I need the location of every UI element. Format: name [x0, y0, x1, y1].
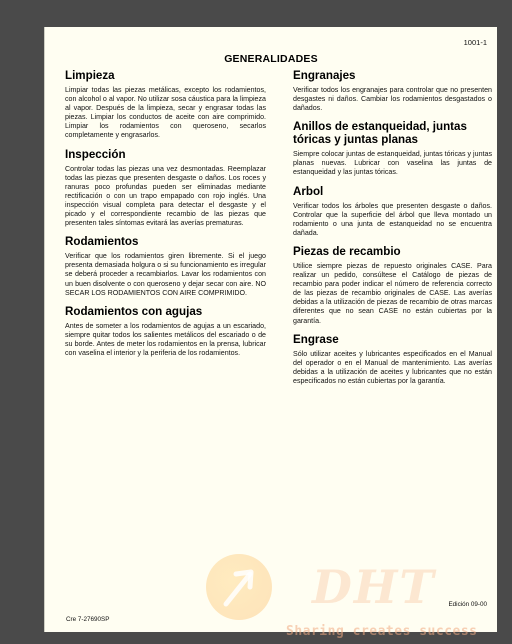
section-rodamientos-agujas	[65, 305, 266, 358]
section-body: Controlar todas las piezas una vez desmontadas. Reemplazar todas las piezas que presenten desgaste o daños. Los roces y ranuras poco profundas pueden ser eliminadas mediante rectificación o con un trapo empapado con rojo inglés. Una inspección visual completa para detectar el desgaste y el picado y el correspondiente recambio de las piezas que presenten tales síntomas evitará las averías prematuras.	[65, 164, 266, 228]
section-heading: Piezas de recambio	[293, 244, 401, 258]
section-body: Antes de someter a los rodamientos de agujas a un escariado, siempre quitar todos los salientes metálicos del escariado o de su borde. Antes de meter los rodamientos en la prensa, lubricar con vaselina el interior y la periferia de los rodamientos.	[65, 321, 266, 357]
document-title: GENERALIDADES	[224, 53, 318, 65]
section-body: Utilice siempre piezas de repuesto originales CASE. Para realizar un pedido, consúltese el Catálogo de piezas de recambio para poder indicar el número de referencia correcto de las piezas de recambio originales de CASE. Las averías debidas a la utilización de piezas de recambio de otras marcas diferentes que no sean CASE no están cubiertas por la garantía.	[293, 261, 492, 325]
section-heading: Inspección	[65, 147, 126, 161]
section-heading: Rodamientos	[65, 235, 139, 249]
section-heading: Engranajes	[293, 69, 356, 82]
section-inspeccion	[65, 148, 266, 229]
watermark-tagline: Sharing creates success	[286, 624, 478, 639]
document-page	[44, 27, 497, 632]
section-heading: Limpieza	[65, 69, 115, 82]
section-body: Siempre colocar juntas de estanqueidad, juntas tóricas y juntas planas nuevas. Lubricar con vaselina las juntas de estanqueidad y las juntas tóricas.	[293, 150, 492, 177]
section-body: Sólo utilizar aceites y lubricantes especificados en el Manual del operador o en el Manual de mantenimiento. Las averías debidas a la utilización de aceites y lubricantes que no están especificados no están cubiertas por la garantía.	[293, 349, 492, 385]
section-body: Verificar todos los árboles que presenten desgaste o daños. Controlar que la superficie del árbol que lleva montado un rodamiento o una junta de estanqueidad no se encuentra dañada.	[293, 201, 492, 237]
section-heading: Rodamientos con agujas	[65, 304, 203, 318]
section-heading: Engrase	[293, 332, 339, 346]
section-engranajes	[293, 69, 492, 113]
section-body: Verificar que los rodamientos giren libremente. Si el juego presenta demasiada holgura o si su funcionamiento es irregular se deberá proceder a recambiarlos. Lavar los rodamientos con un buen disolvente o con queroseno y dejar secar con aire. NO SECAR LOS RODAMIENTOS CON AIRE COMPRIMIDO.	[65, 252, 266, 297]
footer-edition: Edición 09-00	[448, 601, 487, 608]
section-heading: Anillos de estanqueidad, juntas tóricas y juntas planas	[293, 120, 467, 147]
footer-reference: Cre 7-27690SP	[66, 616, 110, 623]
section-rodamientos	[65, 235, 266, 297]
watermark-logo: DHT	[312, 560, 436, 614]
section-limpieza	[65, 69, 266, 141]
section-body: Verificar todos los engranajes para controlar que no presenten desgastes ni daños. Cambiar los rodamientos desgastados o dañados.	[293, 86, 492, 113]
right-column	[293, 69, 492, 393]
watermark-badge	[206, 554, 272, 620]
section-arbol	[293, 185, 492, 238]
section-body: Limpiar todas las piezas metálicas, excepto los rodamientos, con alcohol o al vapor. No utilizar sosa cáustica para la limpieza al vapor. Después de la limpieza, secar y engrasar todas las piezas. Limpiar los conductos de aceite con aire comprimido. Limpiar los rodamientos con queroseno, secarlos completamente y engrasarlos.	[65, 86, 266, 140]
page-number: 1001-1	[463, 38, 487, 47]
left-column	[65, 69, 266, 365]
section-engrase	[293, 333, 492, 386]
section-heading: Arbol	[293, 184, 324, 198]
section-anillos	[293, 120, 492, 177]
section-piezas-recambio	[293, 245, 492, 326]
arrow-up-right-icon	[220, 566, 260, 608]
